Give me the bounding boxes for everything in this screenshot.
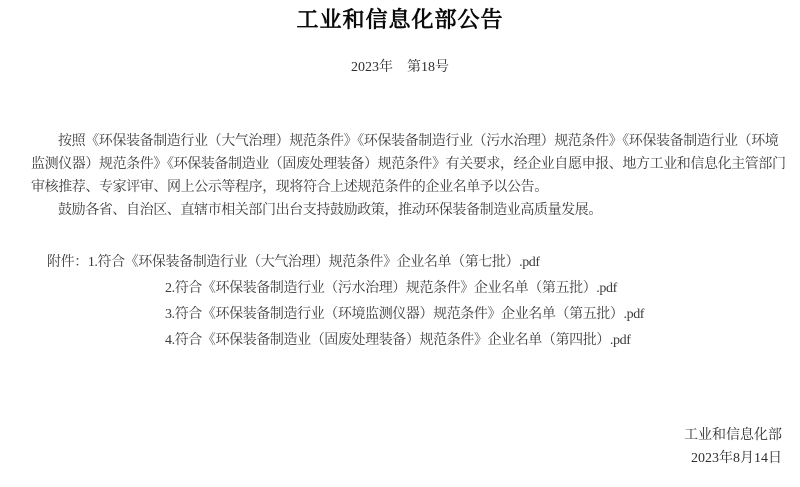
announcement-body xyxy=(31,130,796,222)
attachments-section xyxy=(47,250,787,354)
attachment-link-2[interactable]: 2.符合《环保装备制造行业（污水治理）规范条件》企业名单（第五批）.pdf xyxy=(165,281,617,296)
issue-number: 2023年 第18号 xyxy=(351,60,449,75)
attachment-row xyxy=(47,302,787,328)
attachment-link-4[interactable]: 4.符合《环保装备制造业（固废处理装备）规范条件》企业名单（第四批）.pdf xyxy=(165,333,631,348)
body-line-4: 鼓励各省、自治区、直辖市相关部门出台支持鼓励政策，推动环保装备制造业高质量发展。 xyxy=(58,203,602,218)
attachment-row xyxy=(47,328,787,354)
attachments-label: 附件： xyxy=(47,255,88,270)
issuer-name: 工业和信息化部 xyxy=(684,428,782,443)
attachment-link-1[interactable]: 1.符合《环保装备制造行业（大气治理）规范条件》企业名单（第七批）.pdf xyxy=(87,255,540,270)
page-title: 工业和信息化部公告 xyxy=(296,7,504,32)
attachment-row xyxy=(47,250,787,276)
attachment-row xyxy=(47,276,787,302)
signature-block xyxy=(684,424,782,470)
issue-date: 2023年8月14日 xyxy=(691,451,782,466)
body-line-2: 监测仪器）规范条件》《环保装备制造业（固废处理装备）规范条件》有关要求，经企业自愿申报、地方工业和信息化主管部门 xyxy=(31,157,786,172)
body-line-1: 按照《环保装备制造行业（大气治理）规范条件》《环保装备制造行业（污水治理）规范条件》《环保装备制造行业（环境 xyxy=(58,134,779,149)
body-line-3: 审核推荐、专家评审、网上公示等程序，现将符合上述规范条件的企业名单予以公告。 xyxy=(31,180,548,195)
attachment-link-3[interactable]: 3.符合《环保装备制造行业（环境监测仪器）规范条件》企业名单（第五批）.pdf xyxy=(165,307,645,322)
